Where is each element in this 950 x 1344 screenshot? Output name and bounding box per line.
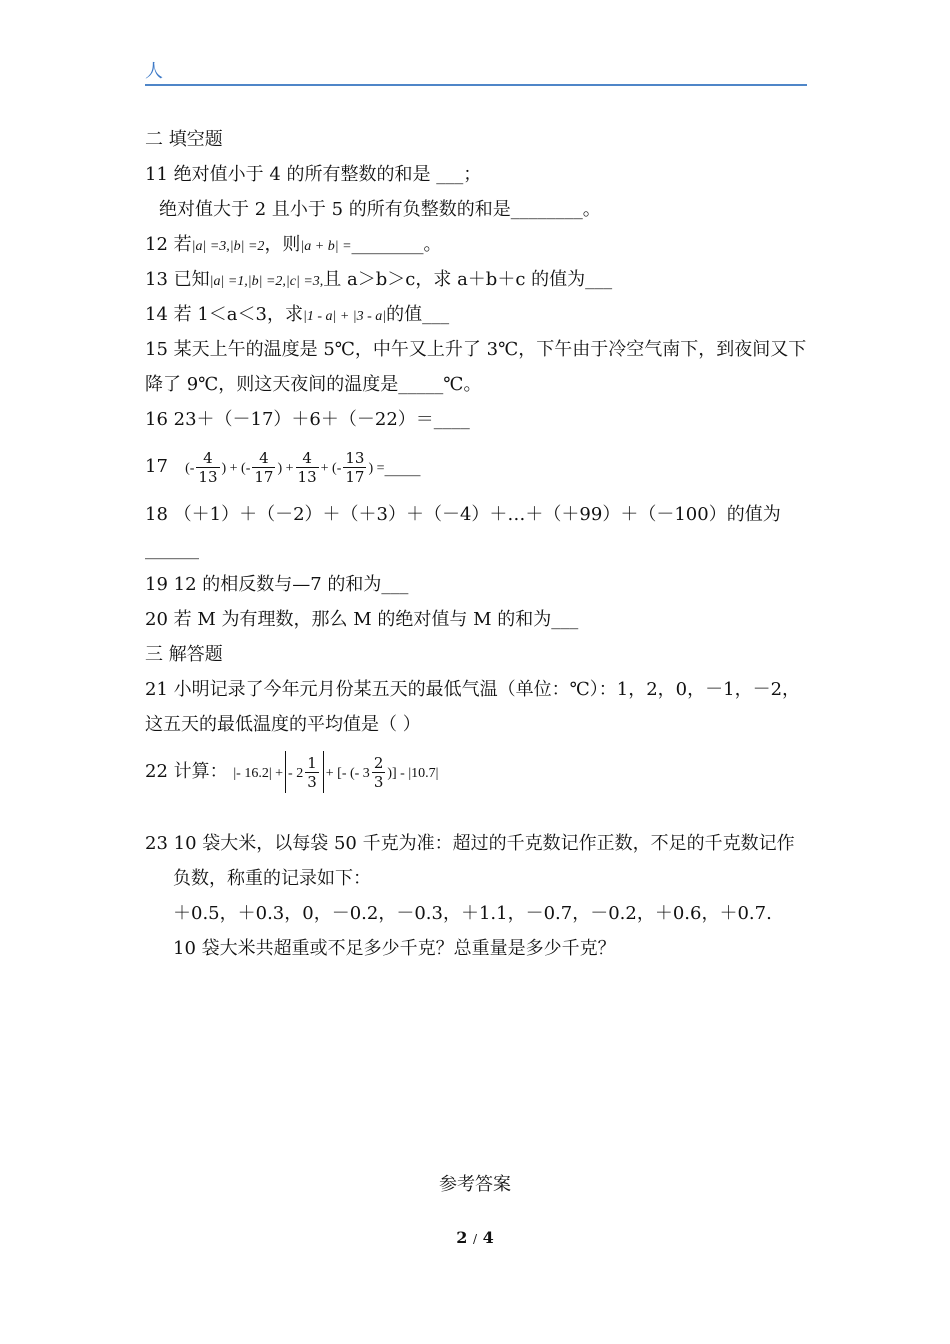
q22-term-4: )] - |10.7| bbox=[387, 766, 439, 781]
q22-abs-bar-left bbox=[285, 751, 286, 793]
q17-f1-numerator: 4 bbox=[196, 449, 219, 468]
q17-term-2: ) + (- bbox=[221, 461, 251, 476]
q17-term-4: + (- bbox=[320, 461, 342, 476]
q17-f1-denominator: 13 bbox=[198, 467, 218, 486]
q22-term-2: - 2 bbox=[288, 766, 304, 781]
question-18-line-1: 18 （＋1）＋（－2）＋（＋3）＋（－4）＋…＋（＋99）＋（－100）的值为 bbox=[145, 504, 781, 525]
q17-term-5: ) = bbox=[368, 461, 385, 476]
header-rule bbox=[145, 84, 807, 86]
question-15-line-2: 降了 9℃，则这天夜间的温度是_____℃。 bbox=[145, 374, 482, 395]
q17-blank: ____ bbox=[384, 456, 421, 477]
q12-blank: ________。 bbox=[351, 234, 442, 255]
q17-f4-denominator: 17 bbox=[345, 467, 365, 486]
document-body bbox=[145, 122, 810, 966]
page-total: 4 bbox=[482, 1228, 494, 1247]
q17-fraction-2 bbox=[252, 449, 275, 486]
question-13 bbox=[145, 262, 810, 297]
q12-mid: ，则 bbox=[264, 234, 301, 255]
question-11-line-1: 11 绝对值小于 4 的所有整数的和是 ___； bbox=[145, 164, 482, 185]
question-17 bbox=[145, 437, 810, 497]
q17-label: 17 bbox=[145, 456, 168, 477]
q17-fraction-1 bbox=[196, 449, 219, 486]
q13-condition: |a| =1,|b| =2,|c| =3, bbox=[209, 274, 324, 289]
question-23-line-3: ＋0.5，＋0.3，0，－0.2，－0.3，＋1.1，－0.7，－0.2，＋0.6，＋0.7. bbox=[173, 903, 772, 924]
page-number bbox=[0, 1228, 950, 1247]
q17-term-3: ) + bbox=[277, 461, 294, 476]
question-19: 19 12 的相反数与—7 的和为___ bbox=[145, 574, 409, 595]
page-current: 2 bbox=[456, 1228, 468, 1247]
q22-abs-bar-right bbox=[323, 751, 324, 793]
header-text: 人 bbox=[145, 61, 163, 82]
q14-prefix: 14 若 1＜a＜3，求 bbox=[145, 304, 303, 325]
q22-fraction-1 bbox=[305, 754, 319, 791]
page-separator: / bbox=[472, 1232, 478, 1246]
question-21-line-2: 这五天的最低温度的平均值是（ ） bbox=[145, 714, 421, 735]
q14-expression: |1 - a| + |3 - a| bbox=[302, 309, 387, 324]
q13-prefix: 13 已知 bbox=[145, 269, 210, 290]
question-14 bbox=[145, 297, 810, 332]
answers-title: 参考答案 bbox=[439, 1174, 511, 1195]
section-heading-solve: 三 解答题 bbox=[145, 644, 223, 665]
q22-f1-numerator: 1 bbox=[307, 753, 317, 772]
q17-f3-denominator: 13 bbox=[297, 467, 317, 486]
q22-f2-denominator: 3 bbox=[373, 772, 384, 791]
question-23-line-1: 23 10 袋大米，以每袋 50 千克为准：超过的千克数记作正数，不足的千克数记作 bbox=[145, 833, 795, 854]
section-heading-fill-in: 二 填空题 bbox=[145, 129, 223, 150]
q17-f2-numerator: 4 bbox=[252, 449, 275, 468]
q12-condition: |a| =3,|b| =2 bbox=[191, 239, 265, 254]
q17-f3-numerator: 4 bbox=[296, 449, 319, 468]
q17-fraction-4 bbox=[343, 449, 366, 486]
q12-prefix: 12 若 bbox=[145, 234, 192, 255]
q17-f4-numerator: 13 bbox=[345, 448, 365, 467]
question-23-line-2: 负数，称重的记录如下： bbox=[173, 868, 371, 889]
q17-f2-denominator: 17 bbox=[254, 467, 274, 486]
q12-expression: |a + b| = bbox=[300, 239, 352, 254]
page-header bbox=[145, 62, 807, 86]
question-23-line-4: 10 袋大米共超重或不足多少千克？总重量是多少千克？ bbox=[173, 938, 616, 959]
q22-term-1: |- 16.2| + bbox=[233, 766, 284, 781]
q14-post: 的值___ bbox=[386, 304, 450, 325]
question-16: 16 23＋（－17）＋6＋（－22）＝____ bbox=[145, 409, 470, 430]
q17-fraction-3 bbox=[296, 449, 319, 486]
q22-f1-denominator: 3 bbox=[307, 772, 317, 791]
q17-term-1: (- bbox=[185, 461, 195, 476]
question-12 bbox=[145, 227, 810, 262]
question-11-line-2: 绝对值大于 2 且小于 5 的所有负整数的和是________。 bbox=[159, 199, 601, 220]
q22-term-3: + [- (- 3 bbox=[325, 766, 370, 781]
q22-f2-numerator: 2 bbox=[373, 753, 384, 772]
question-18-line-2: ______ bbox=[145, 539, 199, 560]
q22-fraction-2 bbox=[372, 754, 386, 791]
q22-prefix: 22 计算： bbox=[145, 761, 228, 782]
q13-post: 且 a＞b＞c，求 a＋b＋c 的值为___ bbox=[323, 269, 613, 290]
question-20: 20 若 M 为有理数，那么 M 的绝对值与 M 的和为___ bbox=[145, 609, 579, 630]
question-21-line-1: 21 小明记录了今年元月份某五天的最低气温（单位：℃）：1，2，0，－1，－2， bbox=[145, 679, 801, 700]
spacer bbox=[145, 802, 810, 826]
question-22 bbox=[145, 742, 810, 802]
question-15-line-1: 15 某天上午的温度是 5℃，中午又上升了 3℃，下午由于冷空气南下，到夜间又下 bbox=[145, 339, 807, 360]
